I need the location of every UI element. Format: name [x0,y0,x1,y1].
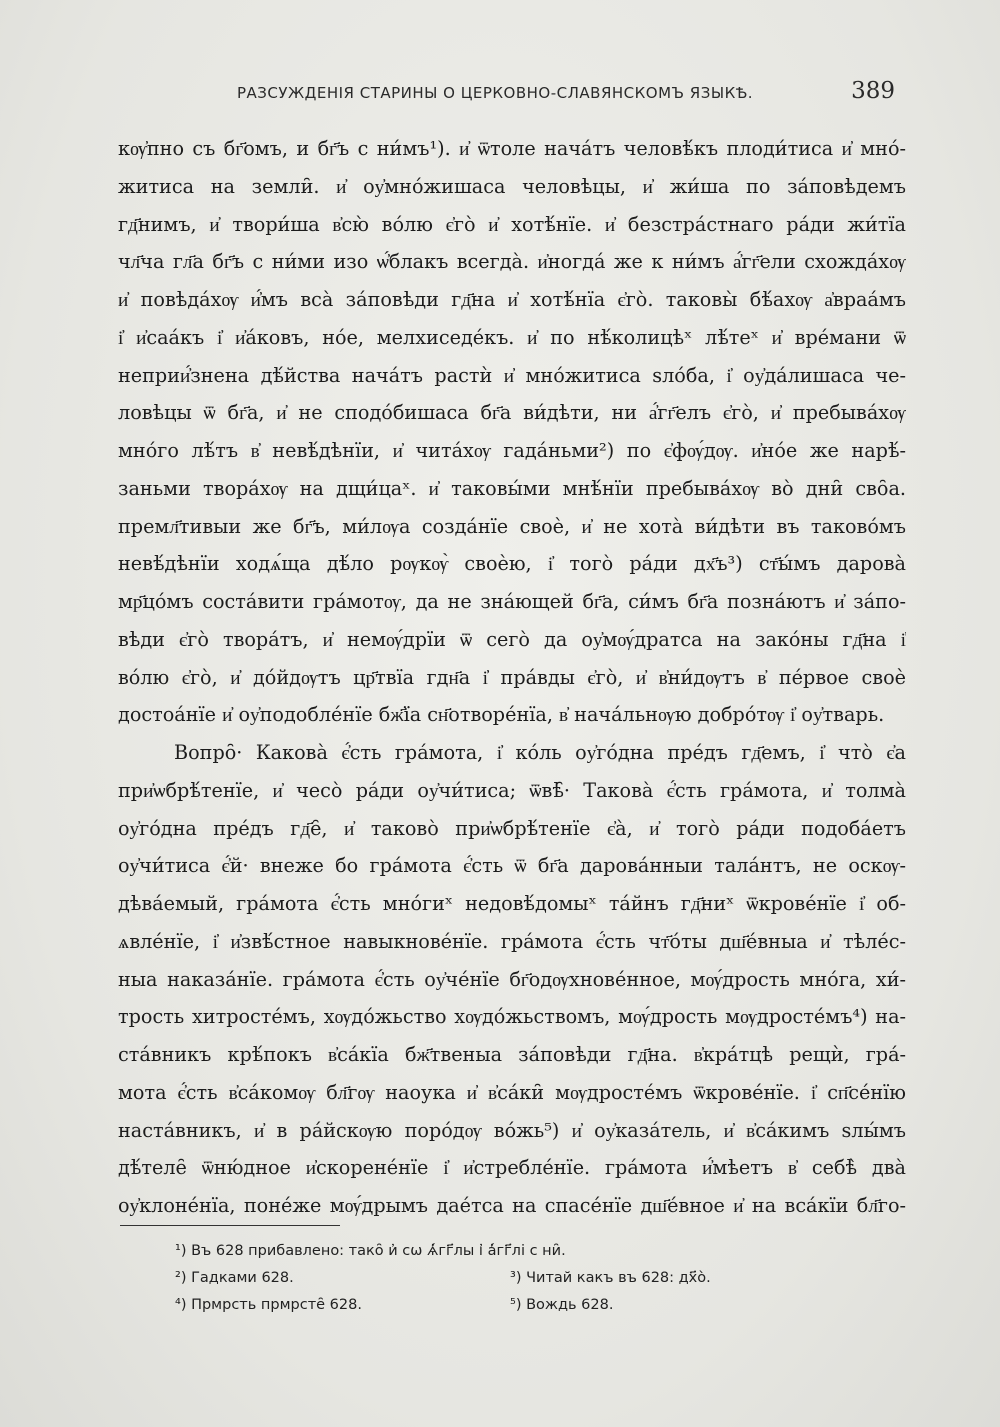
footnote-1: ¹) Въ 628 прибавлено: тако̑ и҆ сѡ ѧ҆́гг҃лы і҆ а҆́гг҃лі с ни̑. [175,1243,566,1259]
text-line: ловѣцы ѿ бг҃а, и҆ не сподо́бишаса бг҃а ви́дѣти, ни а҆́гг҃елъ є҆го̀, и҆ пребыва́хѹ [118,401,906,425]
text-line: чл҃ча гл҃а бг҃ъ с ни́ми изо ѡ҆́блакъ всегда̀. и҆ногда́ же к ни́мъ а҆́гг҃ели схожда́хѹ [118,250,906,274]
text-line: трость хитросте́мъ, хѹдо́жьство хѹдо́жьствомъ, мѹ́дрость мѹдросте́мъ⁴) на- [118,1005,906,1029]
text-line: и҆ повѣда́хѹ и҆́мъ вса̀ за́повѣди гд҃на и҆ хотѣ́нїа є҆го̀. таковы̀ бѣ́ахѹ а҆враа́мъ [118,288,906,311]
running-title: РАЗСУЖДЕНІЯ СТАРИНЫ О ЦЕРКОВНО-СЛАВЯНСКОМЪ ЯЗЫКѢ. [236,84,754,102]
text-line: гд҃нимъ, и҆ твори́ша в҆сю̀ во́лю є҆го̀ и҆ хотѣ́нїе. и҆ безстра́стнаго ра́ди жи́тїа [118,212,906,236]
text-line: невѣ́дѣнїи ходѧ́ща дѣ́ло рѹкѹ̀ своѐю, і҆ того̀ ра́ди дх҃ъ³) ст҃ы́мъ дарова̀ [118,552,906,576]
text-line: при҆ѡбрѣ́тенїе, и҆ чесо̀ ра́ди оу҆чи́тиса; ѿвѣ̑· Такова̀ є҆́сть гра́мота, и҆ толма̀ [118,778,906,802]
text-line: оу҆клоне́нїа, поне́же мѹ́дрымъ дае́тса на спасе́нїе дш҃е́вное и҆ на вса́кїи бл҃го- [118,1194,906,1217]
text-line: ста́вникъ крѣ́покъ в҆са́кїа бж҃твеныа за́повѣди гд҃на. в҆кра́тцѣ рещѝ, гра́- [118,1043,906,1066]
text-line: мр҃цо́мъ соста́вити гра́мотѹ, да не зна́ющей бг҃а, си́мъ бг҃а позна́ютъ и҆ за́по- [118,590,906,613]
text-line: Вопро̑· Какова̀ є҆́сть гра́мота, і҆ ко́ль оу҆го́дна пре́дъ гд҃емъ, і҆ что̀ є҆а [174,741,906,764]
footnote-3: ³) Читай какъ въ 628: дх҃о̀. [510,1270,711,1286]
text-line: мота є҆́сть в҆са́комѹ бл҃гѹ наоука и҆ в҆са́ки̑ мѹдросте́мъ ѿкрове́нїе. і҆ сп҃се́нїю [118,1080,906,1104]
text-line: і҆ и҆саа́къ і҆ и҆а́ковъ, но́е, мелхиседе́къ. и҆ по нѣ́колицѣˣ лѣ́теˣ и҆ вре́мани ѿ [118,325,906,349]
footnote-4: ⁴) Прмрсть прмрсте̑ 628. [175,1297,362,1313]
text-line: мно́го лѣ́тъ в҆ невѣ́дѣнїи, и҆ чита́хѹ гада́ньми²) по є҆фѹ́дѹ. и҆но́е же нарѣ́- [118,439,906,462]
text-line: дѣва́емый, гра́мота є҆́сть мно́гиˣ недовѣ́домыˣ та́йнъ гд҃ниˣ ѿкрове́нїе і҆ об- [118,892,906,915]
text-line: оу҆го́дна пре́дъ гд҃е̑, и҆ таково̀ при҆ѡбрѣ́тенїе є҆а̀, и҆ того̀ ра́ди подоба́етъ [118,816,906,840]
footnote-row [175,1292,795,1319]
footnotes [175,1238,795,1319]
text-line: достоа́нїе и҆ оу҆подобле́нїе бж҃їа сн҃отворе́нїа, в҆ нача́льнѹю добро́тѹ і҆ оу҆тварь. [118,703,885,727]
text-line: наста́вникъ, и҆ в ра́йскѹю поро́дѹ во́жь⁵) и҆ оу҆каза́тель, и҆ в҆са́кимъ ѕлы́мъ [118,1118,906,1142]
text-line: оу҆чи́тиса є҆́й· внеже бо гра́мота є҆́сть ѿ бг҃а дарова́нныи тала́нтъ, не оскѹ- [118,854,906,878]
text-line: ѧвле́нїе, і҆ и҆звѣ́стное навыкнове́нїе. гра́мота є҆́сть чт҃о́ты дш҃е́вныа и҆ тѣле́с- [118,929,906,953]
text-line: кѹ҆пно съ бг҃омъ, и бг҃ъ с ни́мъ¹). и҆ ѿтоле нача́тъ человѣ́къ плоди́тиса и҆ мно́- [118,137,906,160]
footnote-2: ²) Гадками 628. [175,1270,294,1286]
footnote-row [175,1238,795,1265]
body-text [118,130,906,1225]
text-line: житиса на земли̑. и҆ оу҆мно́жишаса человѣцы, и҆ жи́ша по за́повѣдемъ [118,174,906,198]
text-line: ныа наказа́нїе. гра́мота є҆́сть оу҆че́нїе бг҃одѹхнове́нное, мѹ́дрость мно́га, хи́- [118,967,906,991]
text-line: вѣди є҆го̀ твора́тъ, и҆ немѹ́дрїи ѿ сего̀ да оу҆мѹ́дратса на зако́ны гд҃на і҆ [118,627,906,651]
footnote-5: ⁵) Вождь 628. [510,1297,614,1313]
text-line: заньми твора́хѹ на дщи́цаˣ. и҆ таковы́ми мнѣ́нїи пребыва́хѹ во̀ дни̑ сво̑а. [118,476,906,500]
footnote-row [175,1265,795,1292]
footnote-rule [120,1225,340,1226]
text-line: дѣ́теле̑ ѿню́дное и҆скорене́нїе і҆ и҆стребле́нїе. гра́мота и҆́мѣетъ в҆ себѣ̀ два̀ [118,1156,906,1180]
text-line: неприи҆́знена дѣ́йства нача́тъ растѝ и҆ мно́житиса ѕло́ба, і҆ оу҆да́лишаса че- [118,363,906,387]
text-line: премл҃тивыи же бг҃ъ, ми́лѹа созда́нїе своѐ, и҆ не хота̀ ви́дѣти въ таково́мъ [118,514,906,538]
text-line: во́лю є҆го̀, и҆ до́йдѹтъ цр҃твїа гдн҃а і҆ пра́вды є҆го̀, и҆ в҆ни́дѹтъ в҆ пе́рвое своѐ [118,665,906,689]
page-number: 389 [851,78,895,104]
